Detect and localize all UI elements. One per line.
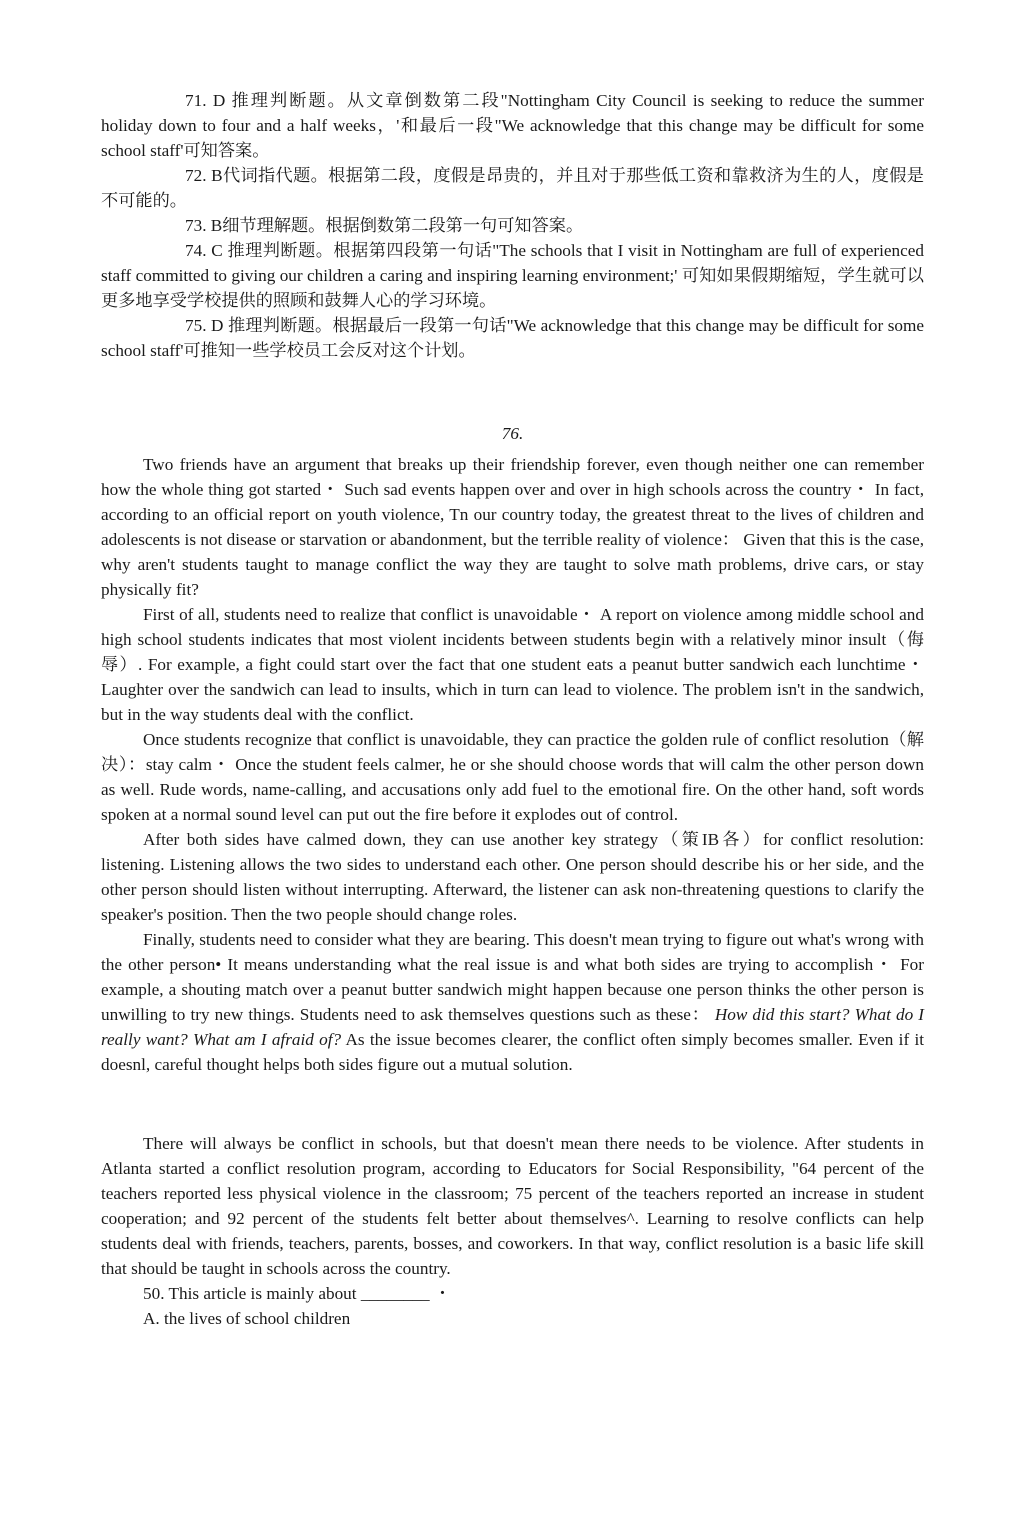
answer-71: 71. D 推理判断题。从文章倒数第二段"Nottingham City Council is seeking to reduce the summer holiday down to four and a half weeks，'和最后一段"We acknowledge that this change may be difficult for some school staff'可知答案。 <box>101 91 924 160</box>
p5-italic-questions: How did this start? What do I really want? What am I afraid of? <box>101 1005 924 1049</box>
p5-text-a: Finally, students need to consider what they are bearing. This doesn't mean trying to figure out what's wrong with the other person• It means understanding what the real issue is and what both sides are trying to accomplish・ For example, a shouting match over a peanut butter sandwich might happen because one person thinks the other person is unwilling to try new things. Students need to ask themselves questions such as these： <box>101 930 924 1024</box>
passage-number: 76. <box>501 424 524 443</box>
answer-74: 74. C 推理判断题。根据第四段第一句话"The schools that I visit in Nottingham are full of experienced staff committed to giving our children a caring and inspiring learning environment;' 可知如果假期缩短，学生就可以更多地享受学校提供的照顾和鼓舞人心的学习环境。 <box>101 241 924 310</box>
passage-paragraph-4: After both sides have calmed down, they can use another key strategy（策IB各）for conflict resolution: listening. Listening allows the two sides to understand each other. One person should describe his or her side, and the other person should listen without interrupting. Afterward, the listener can ask non-threatening questions to clarify the speaker's position. Then the two people should change roles. <box>101 830 924 924</box>
passage-paragraph-5 <box>101 927 924 1077</box>
answer-explanations <box>101 88 924 363</box>
question-block <box>101 1281 924 1331</box>
question-50-stem: 50. This article is mainly about ________ ・ <box>143 1284 452 1303</box>
answer-72: 72. B代词指代题。根据第二段，度假是昂贵的，并且对于那些低工资和靠救济为生的人，度假是不可能的。 <box>101 166 924 210</box>
passage-paragraph-1: Two friends have an argument that breaks up their friendship forever, even though neither one can remember how the whole thing got started・ Such sad events happen over and over in high schools across the country・ In fact, according to an official report on youth violence, Tn our country today, the greatest threat to the lives of children and adolescents is not disease or starvation or abandonment, but the terrible reality of violence： Given that this is the case, why aren't students taught to manage conflict the way they are taught to solve math problems, drive cars, or stay physically fit? <box>101 455 924 599</box>
passage-paragraph-6: There will always be conflict in schools, but that doesn't mean there needs to be violence. After students in Atlanta started a conflict resolution program, according to Educators for Social Responsibility, "64 percent of the teachers reported less physical violence in the classroom; 75 percent of the teachers reported an increase in student cooperation; and 92 percent of the students felt better about themselves^. Learning to resolve conflicts can help students deal with friends, teachers, parents, bosses, and coworkers. In that way, conflict resolution is a basic life skill that should be taught in schools across the country. <box>101 1134 924 1278</box>
p5-text-b: As the issue becomes clearer, the conflict often simply becomes smaller. Even if it doesnl, careful thought helps both sides figure out a mutual solution. <box>101 1030 925 1074</box>
question-50-option-a: A. the lives of school children <box>143 1309 351 1328</box>
answer-75: 75. D 推理判断题。根据最后一段第一句话"We acknowledge that this change may be difficult for some school staff'可推知一些学校员工会反对这个计划。 <box>101 316 924 360</box>
passage-paragraph-2: First of all, students need to realize that conflict is unavoidable・ A report on violence among middle school and high school students indicates that most violent incidents between students begin with a relatively minor insult（侮辱）. For example, a fight could start over the fact that one student eats a peanut butter sandwich each lunchtime・ Laughter over the sandwich can lead to insults, which in turn can lead to violence. The problem isn't in the sandwich, but in the way students deal with the conflict. <box>101 605 924 724</box>
passage-paragraph-3: Once students recognize that conflict is unavoidable, they can practice the golden rule of conflict resolution（解决）：stay calm・ Once the student feels calmer, he or she should choose words that will calm the other person down as well. Rude words, name-calling, and accusations only add fuel to the emotional fire. On the other hand, soft words spoken at a normal sound level can put out the fire before it explodes out of control. <box>101 730 924 824</box>
reading-passage <box>101 421 924 1281</box>
answer-73: 73. B细节理解题。根据倒数第二段第一句可知答案。 <box>185 216 584 235</box>
document-page <box>101 88 924 1331</box>
